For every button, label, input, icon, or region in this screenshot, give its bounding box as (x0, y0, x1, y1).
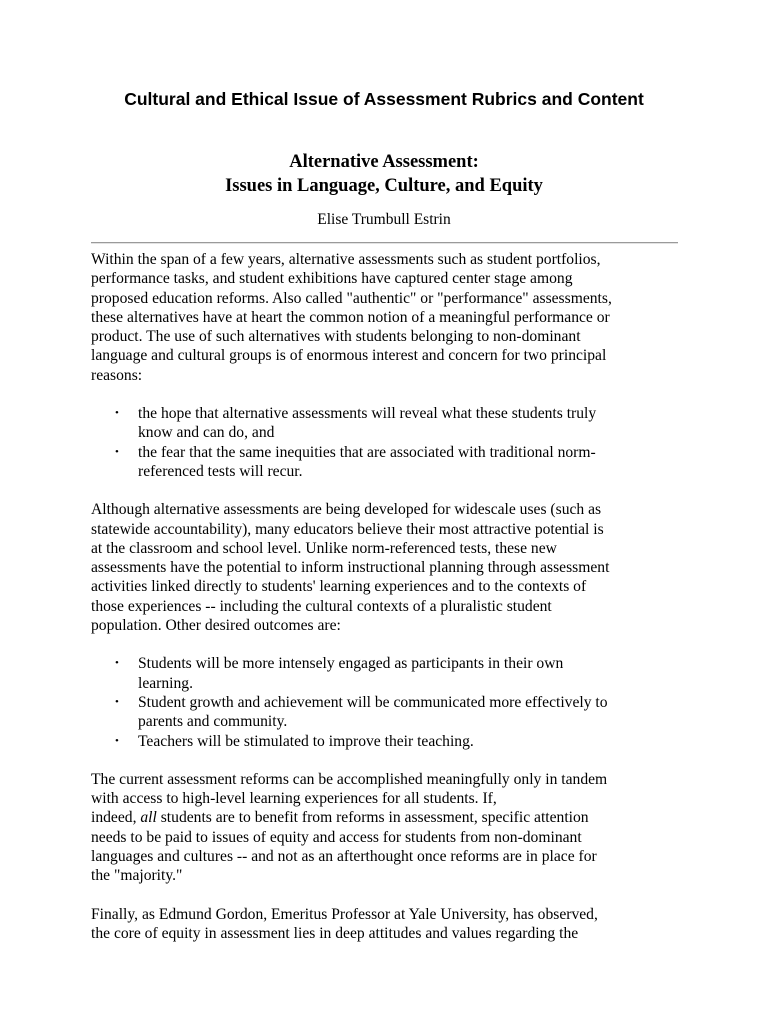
text-line-with-emphasis (91, 808, 681, 827)
text-line: the fear that the same inequities that are associated with traditional norm- (138, 443, 596, 461)
article-title (0, 150, 768, 198)
text-line: language and cultural groups is of enormous interest and concern for two principal (91, 347, 607, 365)
horizontal-rule (91, 242, 678, 244)
document-header-title: Cultural and Ethical Issue of Assessment Rubrics and Content (124, 89, 644, 109)
article-title-line-1: Alternative Assessment: (289, 152, 479, 172)
text-line: product. The use of such alternatives with students belonging to non-dominant (91, 328, 581, 346)
text-line: reasons: (91, 366, 143, 384)
list-item (115, 404, 681, 443)
text-segment: students are to benefit from reforms in assessment, specific attention (156, 809, 589, 827)
list-item (115, 693, 681, 732)
text-line: the "majority." (91, 867, 183, 885)
list-item (115, 732, 681, 751)
text-line: needs to be paid to issues of equity and access for students from non-dominant (91, 828, 582, 846)
article-body (91, 250, 681, 962)
text-line: statewide accountability), many educators believe their most attractive potential is (91, 520, 604, 538)
paragraph-intro (91, 250, 681, 385)
list-item (115, 443, 681, 482)
text-line: The current assessment reforms can be accomplished meaningfully only in tandem (91, 770, 608, 788)
paragraph-reforms (91, 770, 681, 886)
text-line: know and can do, and (138, 424, 275, 442)
text-line: Although alternative assessments are being developed for widescale uses (such as (91, 501, 602, 519)
text-line: with access to high-level learning experiences for all students. If, (91, 790, 497, 808)
text-line: at the classroom and school level. Unlike norm-referenced tests, these new (91, 539, 557, 557)
text-line: Students will be more intensely engaged as participants in their own (138, 655, 564, 673)
text-line: referenced tests will recur. (138, 462, 303, 480)
text-line: parents and community. (138, 713, 288, 731)
text-line: Within the span of a few years, alternative assessments such as student portfolios, (91, 251, 601, 268)
bullet-icon: • (115, 407, 119, 420)
article-title-line-2: Issues in Language, Culture, and Equity (225, 176, 543, 196)
text-line: performance tasks, and student exhibitions have captured center stage among (91, 270, 573, 288)
text-line: the hope that alternative assessments will reveal what these students truly (138, 405, 597, 423)
text-line: assessments have the potential to inform instructional planning through assessment (91, 559, 610, 577)
list-item (115, 654, 681, 693)
outcomes-list (91, 654, 681, 750)
article-author: Elise Trumbull Estrin (317, 211, 451, 228)
text-line: learning. (138, 674, 193, 692)
reasons-list (91, 404, 681, 481)
text-line: activities linked directly to students' learning experiences and to the contexts of (91, 578, 587, 596)
text-line: the core of equity in assessment lies in deep attitudes and values regarding the (91, 924, 579, 942)
emphasis-all: all (140, 809, 157, 827)
bullet-icon: • (115, 695, 119, 708)
bullet-icon: • (115, 445, 119, 458)
paragraph-outcomes (91, 500, 681, 635)
bullet-icon: • (115, 734, 119, 747)
text-line: proposed education reforms. Also called "authentic" or "performance" assessments, (91, 289, 612, 307)
text-line: those experiences -- including the cultural contexts of a pluralistic student (91, 597, 552, 615)
text-line: languages and cultures -- and not as an afterthought once reforms are in place for (91, 848, 597, 866)
text-line: these alternatives have at heart the common notion of a meaningful performance or (91, 308, 610, 326)
text-line: Student growth and achievement will be communicated more effectively to (138, 693, 608, 711)
paragraph-equity (91, 905, 681, 944)
bullet-icon: • (115, 657, 119, 670)
text-line: population. Other desired outcomes are: (91, 617, 341, 635)
text-line: Teachers will be stimulated to improve their teaching. (138, 732, 474, 750)
text-line: Finally, as Edmund Gordon, Emeritus Professor at Yale University, has observed, (91, 905, 598, 923)
text-segment: indeed, (91, 809, 141, 827)
